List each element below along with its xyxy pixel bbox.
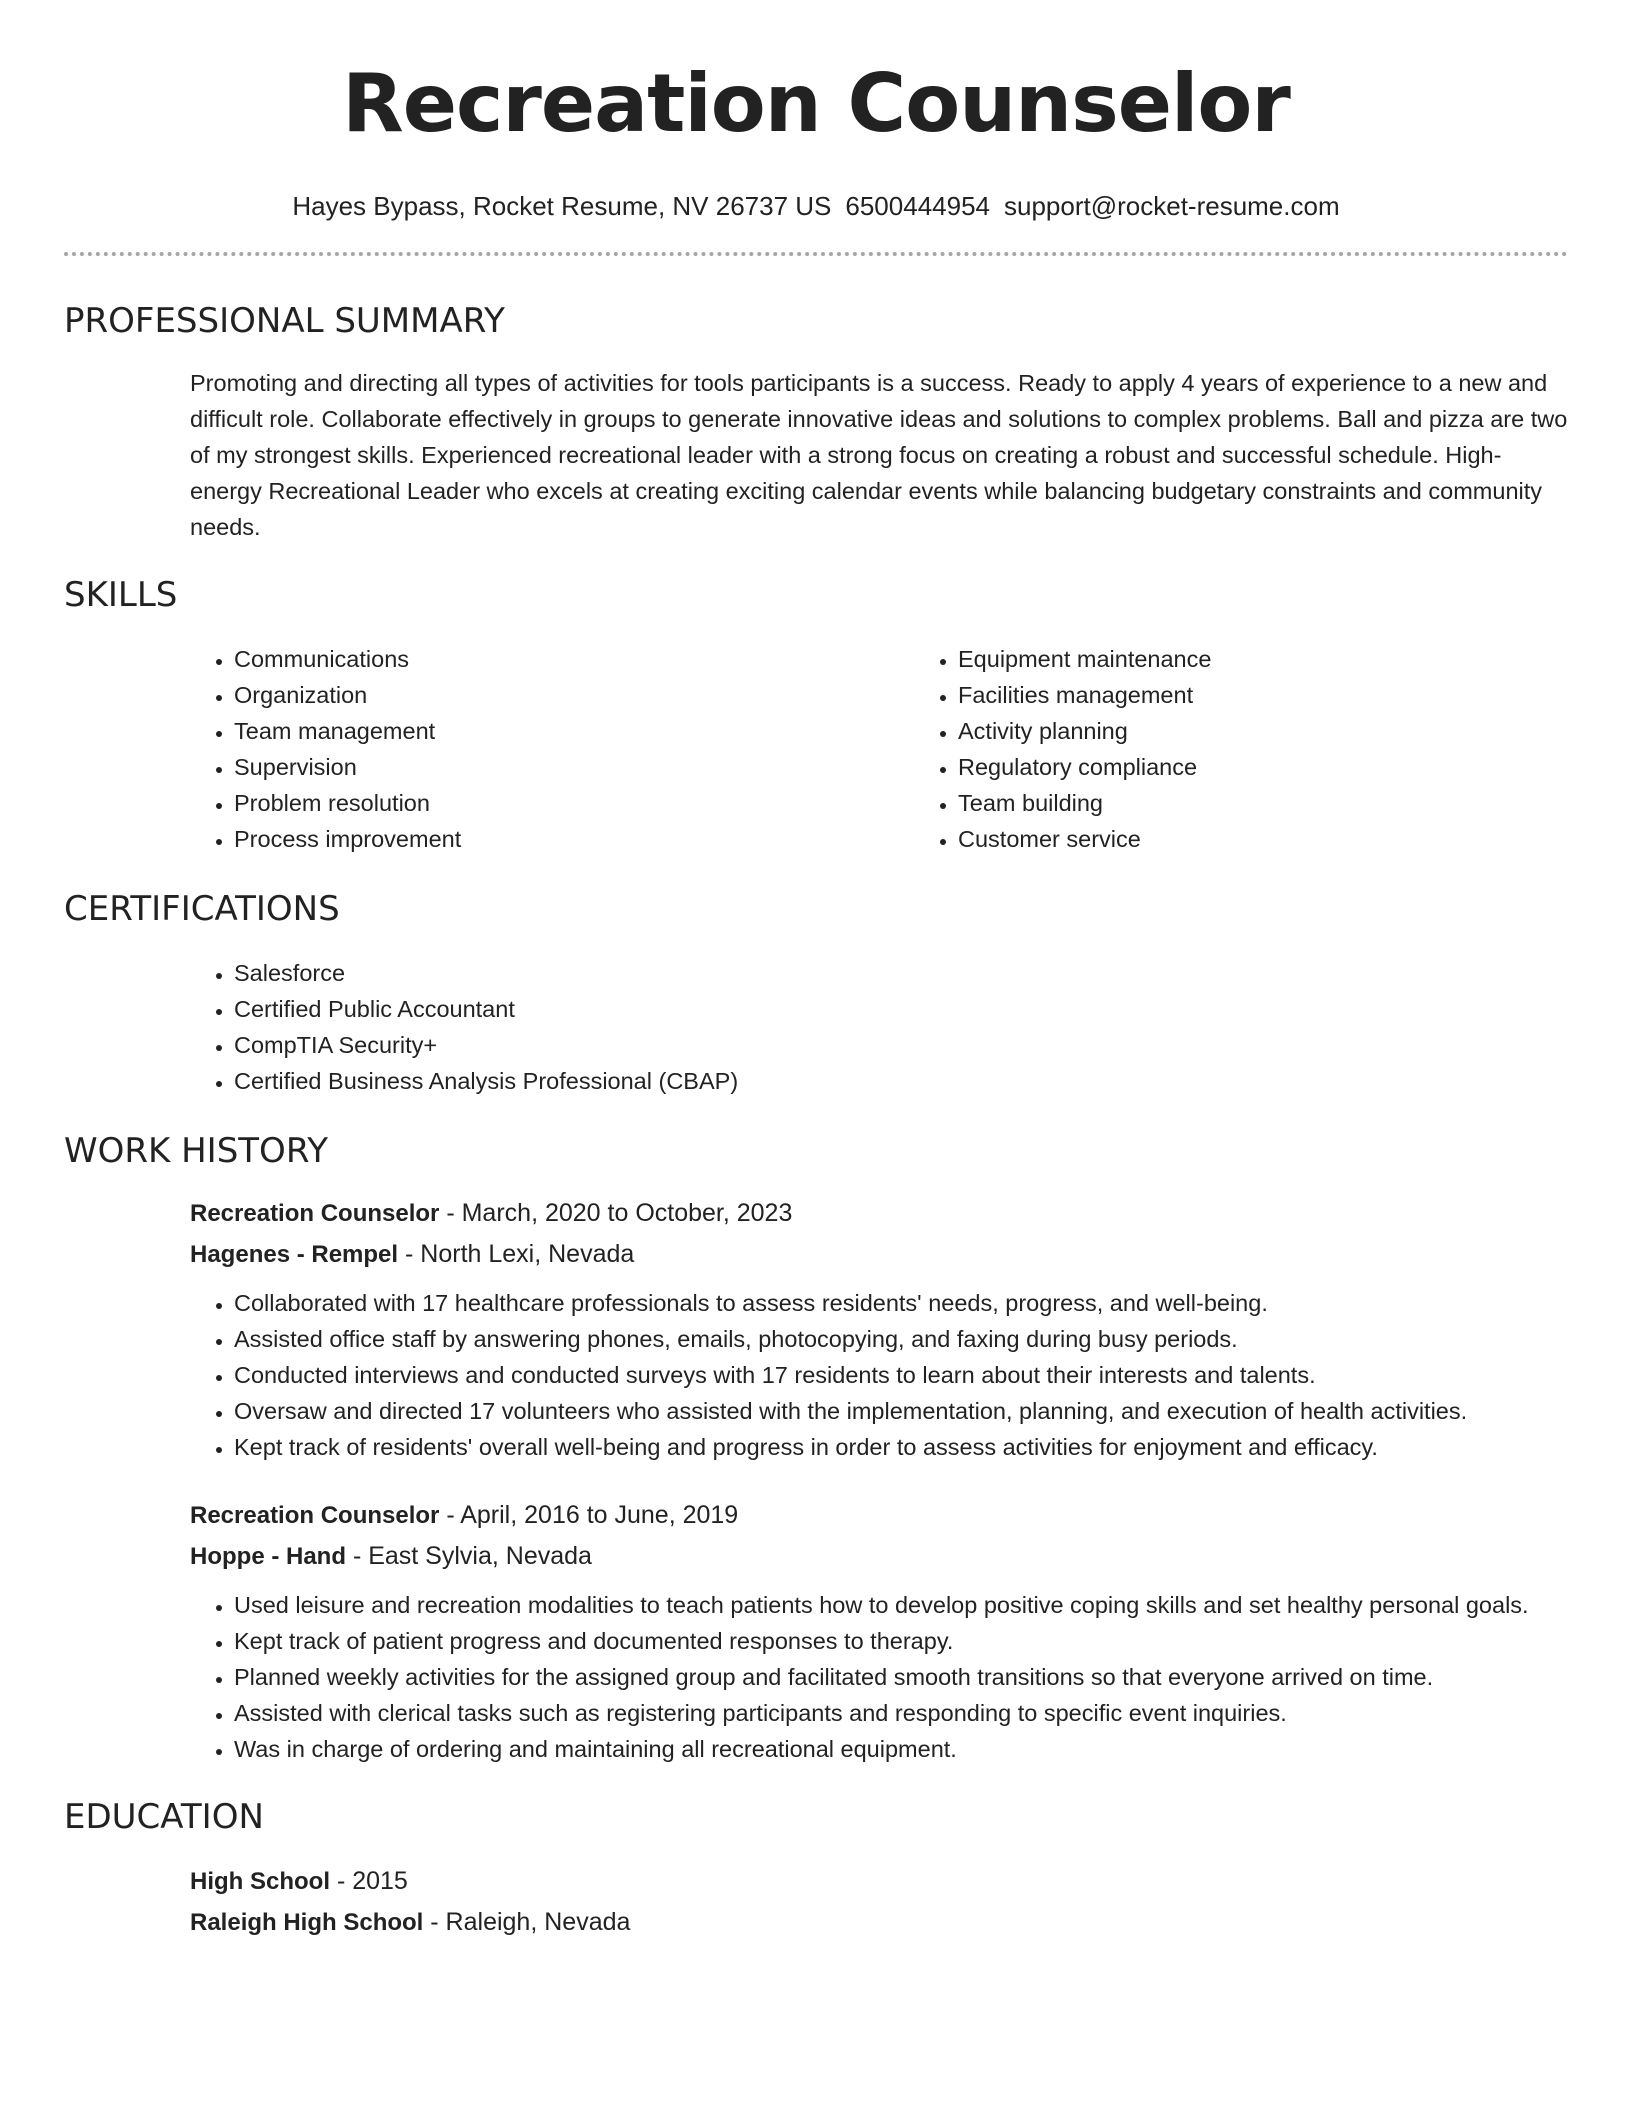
education-school-line [190,1902,1568,1943]
job-duty: • Assisted office staff by answering phones, emails, photocopying, and faxing during busy periods. [234,1321,1568,1357]
skill-item: • Activity planning [958,713,1632,749]
job-entry [190,1193,1568,1275]
education-year: - 2015 [330,1867,408,1895]
skill-item: • Team building [958,785,1632,821]
job-duties-bullets [190,1587,1568,1767]
certification-item: • Certified Business Analysis Professional (CBAP) [234,1063,1568,1099]
certification-item: • CompTIA Security+ [234,1027,1568,1063]
skill-item: • Customer service [958,821,1632,857]
job-company: Hagenes - Rempel [190,1241,399,1268]
job-company: Hoppe - Hand [190,1543,346,1570]
certification-item: • Salesforce [234,955,1568,991]
skill-item: • Process improvement [234,821,914,857]
contact-address: Hayes Bypass, Rocket Resume, NV 26737 US [292,191,832,221]
summary-text: Promoting and directing all types of activities for tools participants is a success. Ready to apply 4 years of experience to a new and difficult role. Collaborate effectively in groups to generate innovative ideas and solutions to complex problems. Ball and pizza are two of my strongest skills. Experienced recreational leader with a strong focus on creating a robust and successful schedule. High-energy Recreational Leader who excels at creating exciting calendar events while balancing budgetary constraints and community needs. [190,370,1568,540]
job-company-line [190,1234,1568,1275]
job-company-line [190,1536,1568,1577]
certifications-heading: CERTIFICATIONS [64,889,340,929]
job-entry [190,1495,1568,1577]
skill-item: • Equipment maintenance [958,641,1632,677]
header-divider [64,252,1568,256]
job-location: - East Sylvia, Nevada [346,1542,592,1570]
education-degree-line [190,1861,1568,1902]
skill-item: • Regulatory compliance [958,749,1632,785]
skills-list [190,641,1568,857]
job-duties-bullets [190,1285,1568,1465]
job-duty: • Collaborated with 17 healthcare professionals to assess residents' needs, progress, and well-being. [234,1285,1568,1321]
certifications-bullets [190,955,1568,1099]
certifications-list [190,955,1568,1099]
job-duty: • Was in charge of ordering and maintaining all recreational equipment. [234,1731,1568,1767]
job-duty: • Kept track of residents' overall well-being and progress in order to assess activities for enjoyment and efficacy. [234,1429,1568,1465]
skill-item: • Organization [234,677,914,713]
contact-email[interactable]: support@rocket-resume.com [1004,191,1340,221]
resume-title: Recreation Counselor [342,57,1290,150]
job-duty: • Conducted interviews and conducted surveys with 17 residents to learn about their interests and talents. [234,1357,1568,1393]
job-duty: • Used leisure and recreation modalities to teach patients how to develop positive coping skills and set healthy personal goals. [234,1587,1568,1623]
job-duty: • Planned weekly activities for the assigned group and facilitated smooth transitions so that everyone arrived on time. [234,1659,1568,1695]
resume-page [64,0,1568,1943]
job-location: - North Lexi, Nevada [398,1240,635,1268]
job-duty: • Assisted with clerical tasks such as registering participants and responding to specific event inquiries. [234,1695,1568,1731]
education-school: Raleigh High School [190,1909,424,1936]
skill-item: • Team management [234,713,914,749]
contact-phone: 6500444954 [845,191,990,221]
education-location: - Raleigh, Nevada [423,1908,631,1936]
certification-item: • Certified Public Accountant [234,991,1568,1027]
job-duties [190,1587,1568,1767]
job-dates: - March, 2020 to October, 2023 [439,1199,793,1227]
skills-column-right [914,641,1632,857]
job-duty: • Kept track of patient progress and documented responses to therapy. [234,1623,1568,1659]
skills-column-left [190,641,914,857]
skill-item: • Problem resolution [234,785,914,821]
work-history-heading: WORK HISTORY [64,1131,329,1171]
skill-item: • Communications [234,641,914,677]
summary-heading: PROFESSIONAL SUMMARY [64,301,505,341]
job-duty: • Oversaw and directed 17 volunteers who assisted with the implementation, planning, and execution of health activities. [234,1393,1568,1429]
skill-item: • Facilities management [958,677,1632,713]
job-duties [190,1285,1568,1465]
skill-item: • Supervision [234,749,914,785]
job-role-line [190,1495,1568,1536]
job-role: Recreation Counselor [190,1502,440,1529]
education-entry [190,1861,1568,1943]
job-role-line [190,1193,1568,1234]
education-degree: High School [190,1868,330,1895]
job-role: Recreation Counselor [190,1200,440,1227]
job-dates: - April, 2016 to June, 2019 [439,1501,739,1529]
skills-heading: SKILLS [64,575,178,615]
contact-line [64,190,1568,222]
education-heading: EDUCATION [64,1797,264,1837]
